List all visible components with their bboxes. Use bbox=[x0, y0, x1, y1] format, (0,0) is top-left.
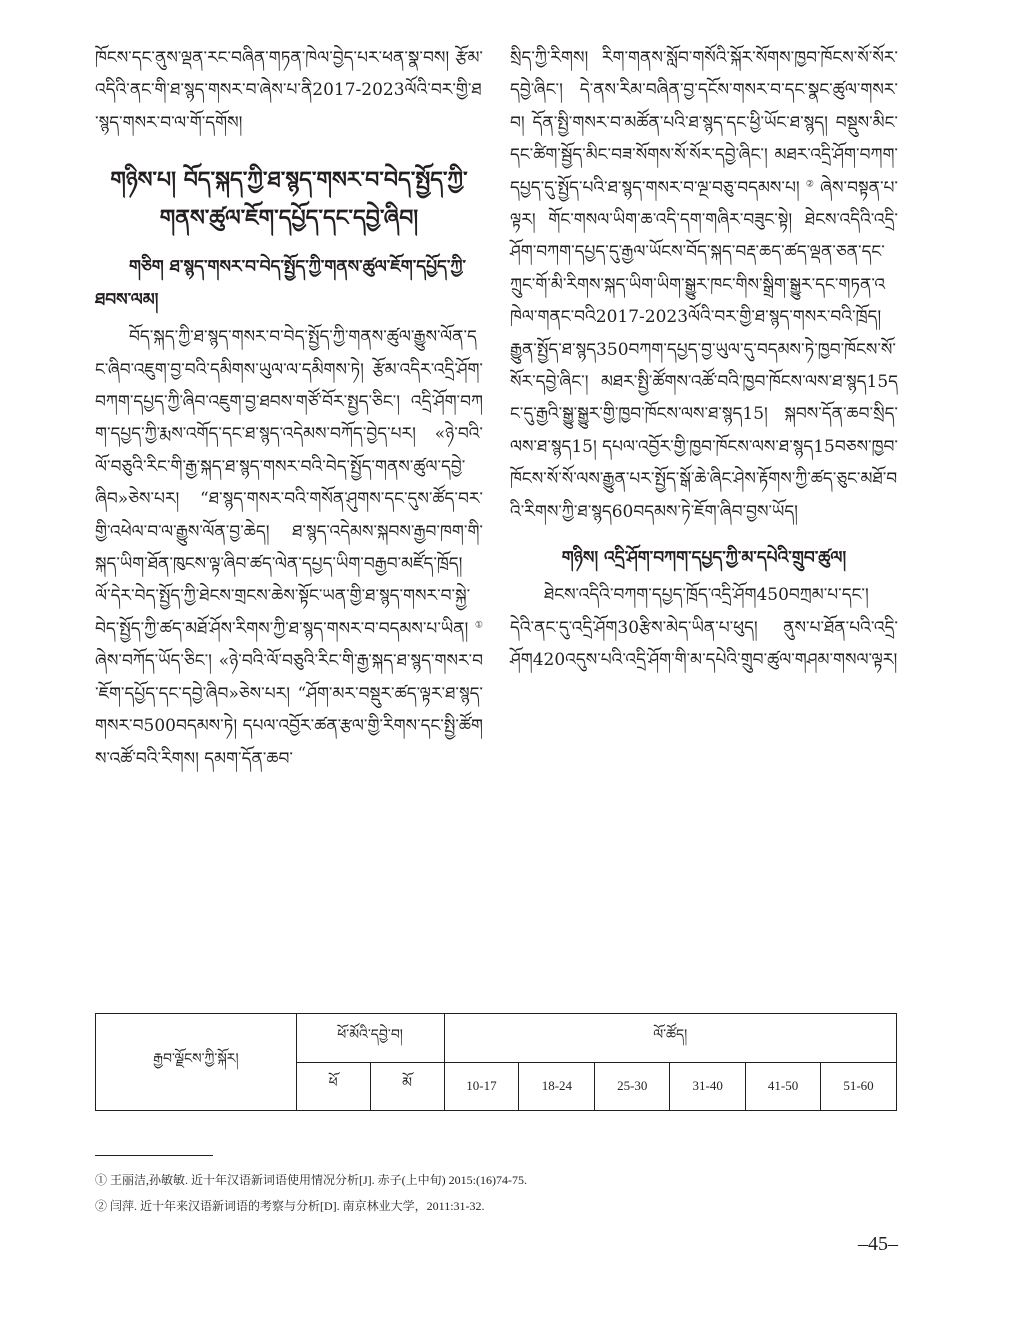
body-paragraph-main bbox=[95, 321, 483, 775]
sample-composition-table bbox=[95, 1013, 897, 1111]
body-paragraph-continued bbox=[510, 42, 898, 528]
footnote-1: ① 王丽洁,孙敏敏. 近十年汉语新词语使用情况分析[J]. 赤子(上中旬) 2015:(16)74-75. bbox=[95, 1173, 527, 1187]
footnote-ref-2: ② bbox=[799, 178, 821, 189]
table-gender-header: ཕོ་མོའི་དབྱེ་བ། bbox=[296, 1014, 444, 1063]
footnote-ref-1: ① bbox=[468, 620, 483, 631]
page-number: –45– bbox=[858, 1233, 898, 1255]
body-text-quote2: ཞེས་བཀོད་ཡོད་ཅིང་། «ཉེ་བའི་ལོ་བཅུའི་རིང་གི་རྒྱ་སྐད་ཐ་སྙད་གསར་བ་ཇོག་དཔྱོད་དང་དབྱེ་ཞིབ»ཅེས་པར། “ཤོག་མར་བསྡུར་ཚད་ལྟར་ཐ་སྙད་གསར་བ500བདམས་ཏེ། དཔལ་འབྱོར་ཚན་རྩལ་གྱི་རིགས་དང་སྤྱི་ཚོགས་འཚོ་བའི་རིགས། དམག་དོན་ཆབ་ bbox=[95, 651, 483, 769]
body-text-main: བོད་སྐད་ཀྱི་ཐ་སྙད་གསར་བ་བེད་སྤྱོད་ཀྱི་གནས་ཚུལ་རྒྱུས་ལོན་དང་ཞིབ་འཇུག་བྱ་བའི་དམིགས་ཡུལ་ལ་དམིགས་ཏེ། རྩོམ་འདིར་འདྲི་ཤོག་བཀག་དཔྱད་ཀྱི་ཞིབ་འཇུག་བྱ་ཐབས་གཙོ་བོར་སྤྱད་ཅིང་། འདྲི་ཤོག་བཀག་དཔྱད་ཀྱི་རྨས་འགོད་དང་ཐ་སྙད་འདེམས་བཀོད་བྱེད་པར། «ཉེ་བའི་ལོ་བཅུའི་རིང་གི་རྒྱ་སྐད་ཐ་སྙད་གསར་བའི་བེད་སྤྱོད་གནས་ཚུལ་དབྱེ་ཞིབ»ཅེས་པར། “ཐ་སྙད་གསར་བའི་གསོན་ཤུགས་དང་དུས་ཚོད་བར་གྱི་འཕེལ་བ་ལ་རྒྱུས་ལོན་བྱ་ཆེད། ཐ་སྙད་འདེམས་སྐབས་རྒྱབ་ཁག་གི་སྐད་ཡིག་ཐོན་ཁུངས་ལྟ་ཞིབ་ཚད་ལེན་དཔྱད་ཡིག་བརྒྱབ་མཛོད་ཁྲོད། ལོ་དེར་བེད་སྤྱོད་ཀྱི་ཐེངས་གྲངས་ཆེས་སྟོང་ཡན་གྱི་ཐ་སྙད་གསར་བ་སྐྱེ་བེད་སྤྱོད་ཀྱི་ཚད་མཐོ་ཤོས་རིགས་ཀྱི་ཐ་སྙད་གསར་བ་བདམས་པ་ཡིན། bbox=[95, 327, 483, 639]
table-cell-age: 10-17 bbox=[444, 1062, 519, 1111]
table-cell-gender-female: མོ bbox=[370, 1062, 444, 1111]
subsection-title-1: གཅིག ཐ་སྙད་གསར་བ་བེད་སྤྱོད་ཀྱི་གནས་ཚུལ་ཇོག་དཔྱོད་ཀྱི་ཐབས་ལམ། bbox=[95, 257, 466, 311]
table-age-header: ལོ་ཚོད། bbox=[444, 1014, 897, 1063]
table-cell-age: 18-24 bbox=[519, 1062, 595, 1111]
body-paragraph-sample: ཐེངས་འདིའི་བཀག་དཔྱད་ཁྲོད་འདྲི་ཤོག450བཀྲམ་པ་དང་། དེའི་ནང་དུ་འདྲི་ཤོག30རྩིས་མེད་ཡིན་པ་ཕུད། ནུས་པ་ཐོན་པའི་འདྲི་ཤོག420འདུས་པའི་འདྲི་ཤོག་གི་མ་དཔེའི་གྲུབ་ཚུལ་གཤམ་གསལ་ལྟར། bbox=[510, 585, 898, 670]
table-row-header: རྒྱབ་ལྗོངས་ཀྱི་སྐོར། bbox=[96, 1014, 297, 1111]
footnote-divider bbox=[95, 1155, 213, 1156]
subsection-title-2: གཉིས། འདྲི་ཤོག་བཀག་དཔྱད་ཀྱི་མ་དཔེའི་གྲུབ་ཚུལ། bbox=[561, 548, 847, 569]
table-header-row bbox=[96, 1014, 897, 1063]
body-text-cont: སྲིད་ཀྱི་རིགས། རིག་གནས་སློབ་གསོའི་སྐོར་སོགས་ཁྱབ་ཁོངས་སོ་སོར་དབྱེ་ཞིང་། དེ་ནས་རིམ་བཞིན་བྱ་དངོས་གསར་བ་དང་སྣང་ཚུལ་གསར་བ། དོན་སྤྱི་གསར་བ་མཚོན་པའི་ཐ་སྙད་དང་ཕྱི་ཡོང་ཐ་སྙད། བསྡུས་མིང་དང་ཚིག་སྦྱོད་མིང་བཟ་སོགས་སོ་སོར་དབྱེ་ཞིང་། མཐར་འདྲི་ཤོག་བཀག་དཔྱད་དུ་སྤྱོད་པའི་ཐ་སྙད་གསར་བ་ལྔ་བཅུ་བདམས་པ། bbox=[510, 48, 898, 198]
footnote-2: ② 闫萍. 近十年来汉语新词语的考察与分析[D]. 南京林业大学，2011:31-32. bbox=[95, 1199, 485, 1213]
table-cell-gender-male: ཕོ bbox=[296, 1062, 370, 1111]
table-cell-age: 51-60 bbox=[821, 1062, 897, 1111]
section-title: གཉིས་པ། བོད་སྐད་ཀྱི་ཐ་སྙད་གསར་བ་བེད་སྤྱོད་ཀྱི་གནས་ཚུལ་ཇོག་དཔྱོད་དང་དབྱེ་ཞིབ། bbox=[110, 167, 468, 232]
left-column bbox=[95, 42, 483, 775]
table-cell-age: 41-50 bbox=[746, 1062, 821, 1111]
right-column bbox=[510, 42, 898, 676]
table-cell-age: 31-40 bbox=[670, 1062, 746, 1111]
intro-paragraph: ཁོངས་དང་ནུས་ལྡན་རང་བཞིན་གཏན་ཁེལ་བྱེད་པར་ཕན་སྣ་བས། རྩོམ་འདིའི་ནང་གི་ཐ་སྙད་གསར་བ་ཞེས་པ་ནི2017-2023ལོའི་བར་གྱི་ཐ་སྙད་གསར་བ་ལ་གོ་དགོས། bbox=[95, 48, 483, 133]
body-text-cont-b: ཞེས་བསྟན་པ་ལྟར། གོང་གསལ་ཡིག་ཆ་འདི་དག་གཞིར་བཟུང་སྟེ། ཐེངས་འདིའི་འདྲི་ཤོག་བཀག་དཔྱད་དུ་རྒྱལ་ཡོངས་བོད་སྐད་བརྡ་ཆད་ཚད་ལྡན་ཅན་དང་ཀྲུང་གོ་མི་རིགས་སྐད་ཡིག་ཡིག་སྒྱུར་ཁང་གིས་སྒྲིག་སྒྱུར་དང་གཏན་འཁེལ་གནང་བའི2017-2023ལོའི་བར་གྱི་ཐ་སྙད་གསར་བའི་ཁྲོད། རྒྱུན་སྤྱོད་ཐ་སྙད350བཀག་དཔྱད་བྱ་ཡུལ་དུ་བདམས་ཏེ་ཁྱབ་ཁོངས་སོ་སོར་དབྱེ་ཞིང་། མཐར་སྤྱི་ཚོགས་འཚོ་བའི་ཁྱབ་ཁོངས་ལས་ཐ་སྙད15དང་དུ་རྒྱའི་སྒྱུ་སྒྱུར་གྱི་ཁྱབ་ཁོངས་ལས་ཐ་སྙད15། སྐབས་དོན་ཆབ་སྲིད་ལས་ཐ་སྙད15། དཔལ་འབྱོར་གྱི་ཁྱབ་ཁོངས་ལས་ཐ་སྙད15བཅས་ཁྱབ་ཁོངས་སོ་སོ་ལས་རྒྱུན་པར་སྤྱོད་སྒོ་ཆེ་ཞིང་ཤེས་རྟོགས་ཀྱི་ཚད་ཅུང་མཐོ་བའི་རིགས་ཀྱི་ཐ་སྙད60བདམས་ཏེ་ཇོག་ཞིབ་བྱས་ཡོད། bbox=[510, 177, 898, 522]
table-cell-age: 25-30 bbox=[595, 1062, 670, 1111]
